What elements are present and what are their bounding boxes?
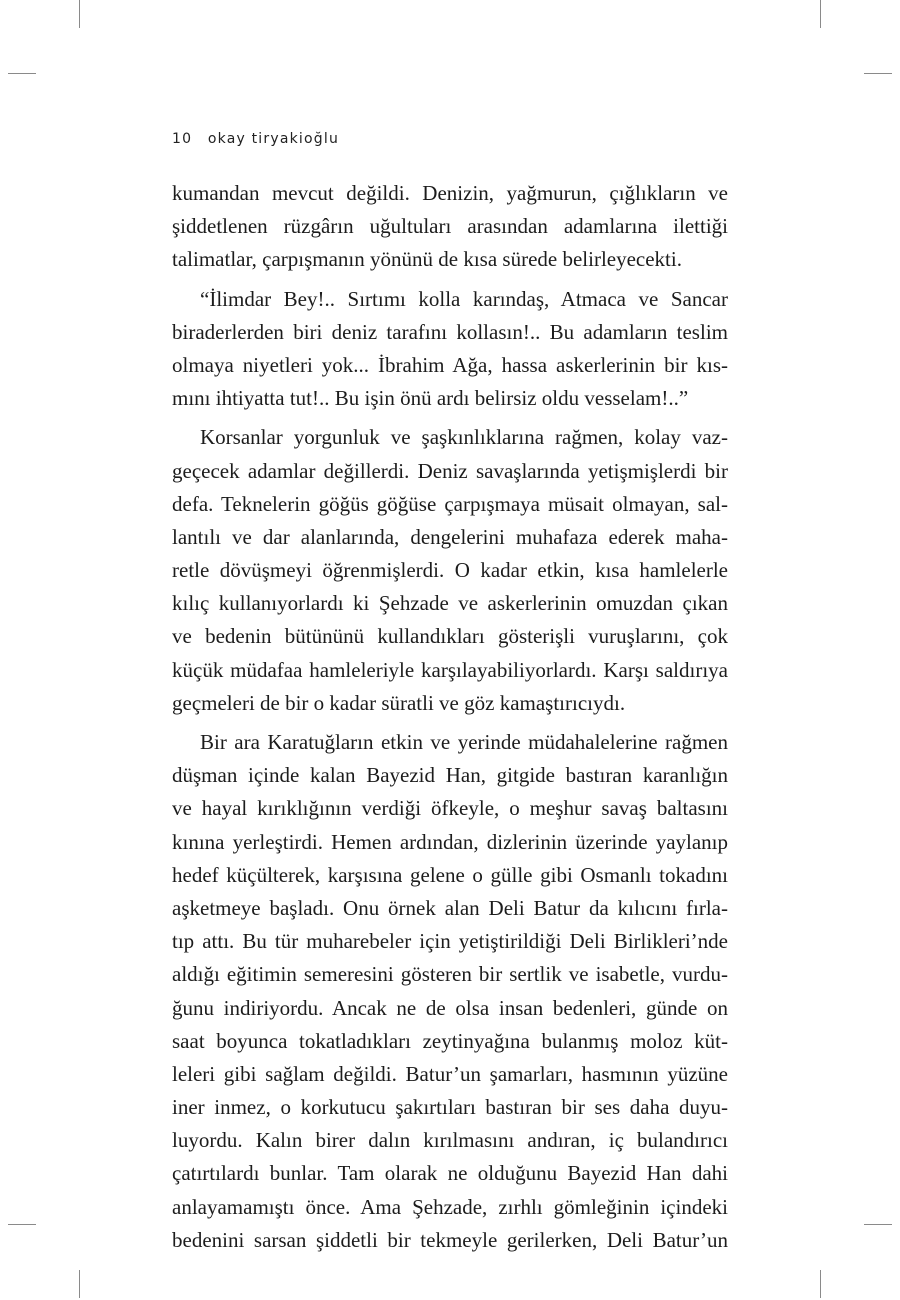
- text-line: defa. Teknelerin göğüs göğüse çarpışmaya müsait olmayan, sal-: [172, 491, 728, 516]
- text-line: kılıç kullanıyorlardı ki Şehzade ve askerlerinin omuzdan çıkan: [172, 591, 728, 616]
- text-line: küçük müdafaa hamleleriyle karşılayabiliyorlardı. Karşı saldırıya: [172, 657, 728, 682]
- crop-mark-top-left: [79, 0, 80, 28]
- running-head: [172, 131, 339, 147]
- text-line: geçmeleri de bir o kadar süratli ve göz kamaştırıcıydı.: [172, 690, 626, 715]
- text-line: düşman içinde kalan Bayezid Han, gitgide bastıran karanlığın: [172, 763, 728, 788]
- text-line: Bir ara Karatuğların etkin ve yerinde müdahalelerine rağmen: [200, 730, 728, 754]
- crop-mark-bottom-left: [79, 1270, 80, 1298]
- text-line: retle dövüşmeyi öğrenmişlerdi. O kadar etkin, kısa hamlelerle: [172, 558, 728, 583]
- crop-mark-right-bottom: [864, 1224, 892, 1225]
- paragraph: [172, 177, 728, 277]
- crop-mark-left-top: [8, 73, 36, 74]
- text-line: luyordu. Kalın birer dalın kırılmasını andıran, iç bulandırıcı: [172, 1128, 728, 1153]
- text-line: tıp attı. Bu tür muharebeler için yetiştirildiği Deli Birlikleri’nde: [172, 929, 728, 954]
- text-line: aldığı eğitimin semeresini gösteren bir sertlik ve isabetle, vurdu-: [172, 962, 728, 987]
- text-line: anlayamamıştı önce. Ama Şehzade, zırhlı gömleğinin içindeki: [172, 1194, 728, 1219]
- text-line: “İlimdar Bey!.. Sırtımı kolla karındaş, Atmaca ve Sancar: [200, 286, 728, 311]
- text-line: şiddetlenen rüzgârın uğultuları arasından adamlarına ilettiği: [172, 214, 728, 239]
- text-line: aşketmeye başladı. Onu örnek alan Deli Batur da kılıcını fırla-: [172, 895, 728, 920]
- text-line: saat boyunca tokatladıkları zeytinyağına bulanmış moloz küt-: [172, 1028, 728, 1053]
- text-line: olmaya niyetleri yok... İbrahim Ağa, hassa askerlerinin bir kıs-: [172, 352, 728, 377]
- text-line: talimatlar, çarpışmanın yönünü de kısa sürede belirleyecekti.: [172, 247, 682, 272]
- paragraph: [172, 726, 728, 1257]
- crop-mark-right-top: [864, 73, 892, 74]
- text-line: kınına yerleştirdi. Hemen ardından, dizlerinin üzerinde yaylanıp: [172, 829, 728, 854]
- text-line: ve bedenin bütününü kullandıkları gösterişli vuruşlarını, çok: [172, 624, 728, 649]
- text-line: ve hayal kırıklığının verdiği öfkeyle, o meşhur savaş baltasını: [172, 796, 728, 821]
- crop-mark-top-right: [820, 0, 821, 28]
- text-line: mını ihtiyatta tut!.. Bu işin önü ardı belirsiz oldu vesselam!..”: [172, 386, 689, 411]
- crop-mark-left-bottom: [8, 1224, 36, 1225]
- text-line: iner inmez, o korkutucu şakırtıları bastıran bir ses daha duyu-: [172, 1095, 728, 1120]
- text-line: lantılı ve dar alanlarında, dengelerini muhafaza ederek maha-: [172, 524, 728, 549]
- text-line: bedenini sarsan şiddetli bir tekmeyle gerilerken, Deli Batur’un: [172, 1227, 728, 1252]
- paragraph: [172, 283, 728, 416]
- text-line: kumandan mevcut değildi. Denizin, yağmurun, çığlıkların ve: [172, 181, 728, 205]
- text-line: çatırtılardı bunlar. Tam olarak ne olduğunu Bayezid Han dahi: [172, 1161, 728, 1186]
- text-line: ğunu indiriyordu. Ancak ne de olsa insan bedenleri, günde on: [172, 995, 728, 1020]
- text-line: geçecek adamlar değillerdi. Deniz savaşlarında yetişmişlerdi bir: [172, 458, 728, 483]
- text-line: biraderlerden biri deniz tarafını kollasın!.. Bu adamların teslim: [172, 319, 728, 344]
- text-line: Korsanlar yorgunluk ve şaşkınlıklarına rağmen, kolay vaz-: [200, 425, 728, 450]
- crop-mark-bottom-right: [820, 1270, 821, 1298]
- body-text: [172, 177, 728, 1257]
- page-number: 10: [172, 131, 193, 147]
- text-line: hedef küçülterek, karşısına gelene o gülle gibi Osmanlı tokadını: [172, 862, 728, 887]
- text-line: leleri gibi sağlam değildi. Batur’un şamarları, hasmının yüzüne: [172, 1061, 728, 1086]
- paragraph: [172, 421, 728, 720]
- author-name: okay tiryakioğlu: [207, 131, 340, 147]
